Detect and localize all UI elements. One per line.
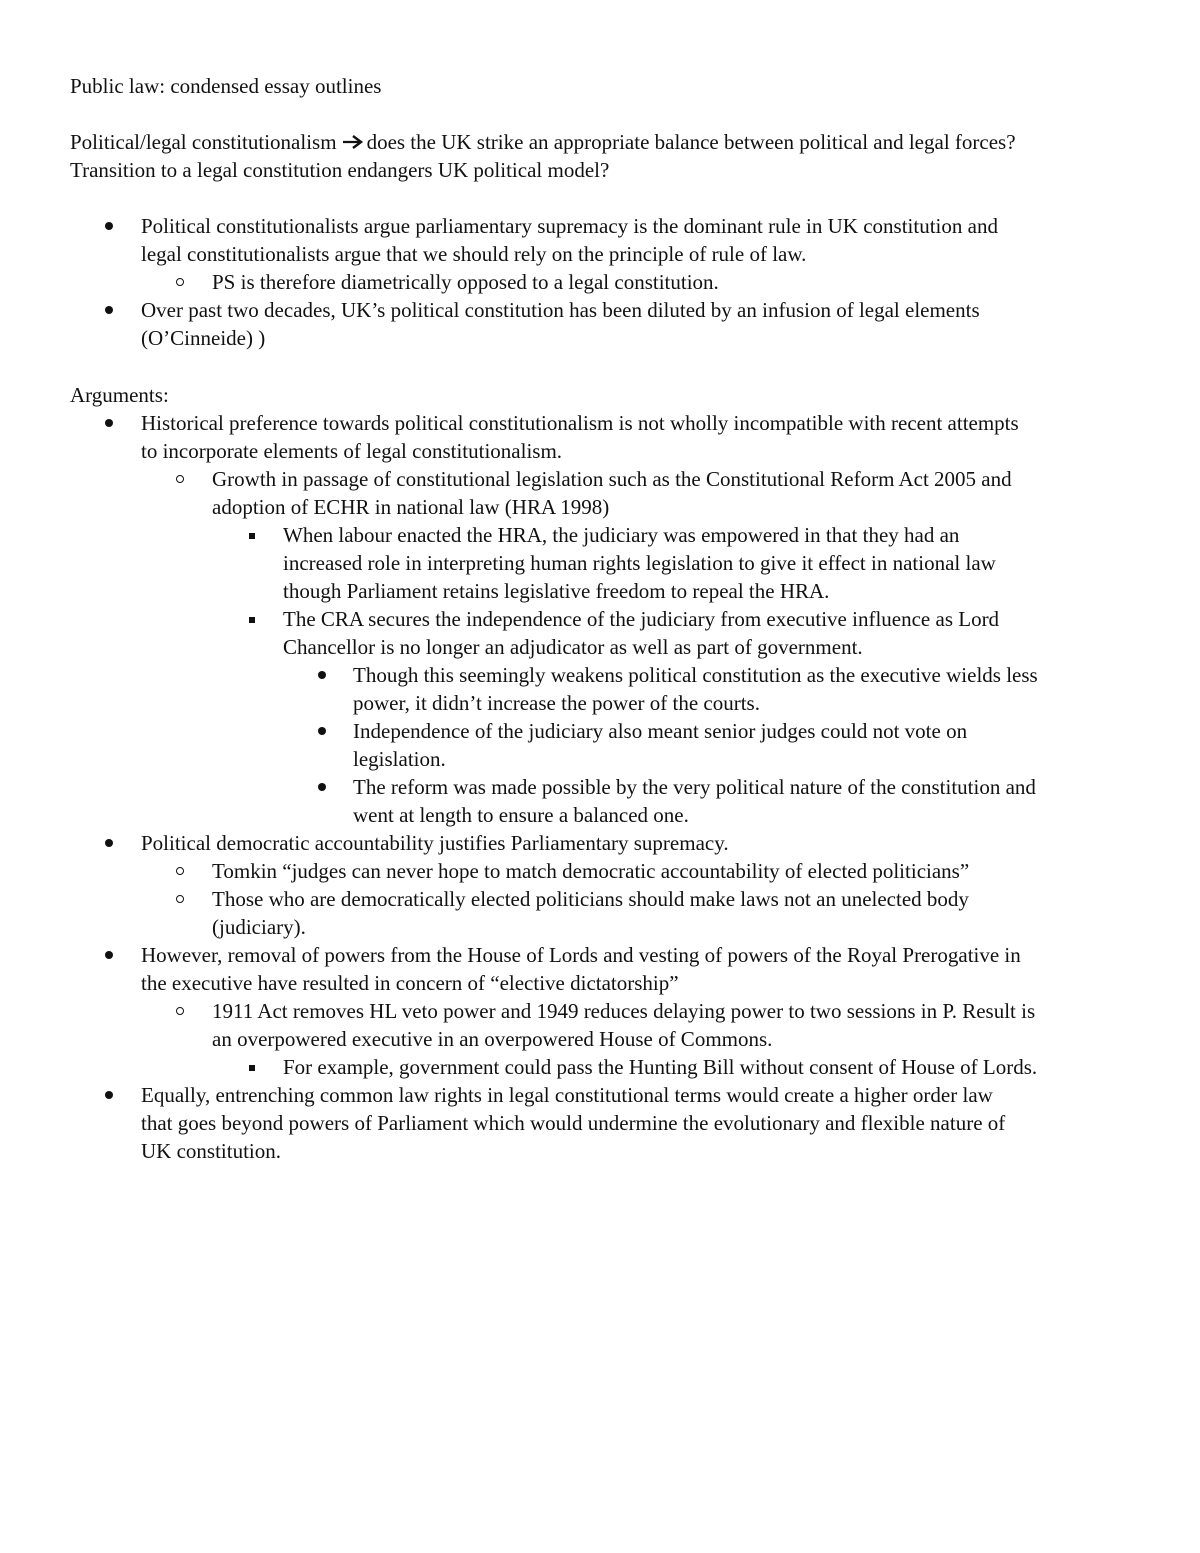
circle-bullet-icon: [176, 1007, 184, 1015]
argument-1-detail-1-line-1: Though this seemingly weakens political constitution as the executive wields less: [353, 663, 1038, 687]
argument-2-sub-2-line-1: Those who are democratically elected politicians should make laws not an unelected body: [212, 887, 969, 911]
overview-sub-bullet-1: PS is therefore diametrically opposed to a legal constitution.: [212, 270, 719, 294]
argument-1-point-2-line-2: Chancellor is no longer an adjudicator as well as part of government.: [283, 635, 863, 659]
argument-3-point-1: For example, government could pass the Hunting Bill without consent of House of Lords.: [283, 1055, 1038, 1079]
disc-bullet-icon: [105, 419, 113, 427]
argument-2-line-1: Political democratic accountability justifies Parliamentary supremacy.: [141, 831, 729, 855]
argument-3-line-1: However, removal of powers from the House of Lords and vesting of powers of the Royal Prerogative in: [141, 943, 1021, 967]
argument-1-sub-1-line-2: adoption of ECHR in national law (HRA 1998): [212, 495, 610, 519]
overview-bullet-1-line-1: Political constitutionalists argue parliamentary supremacy is the dominant rule in UK constitution and: [141, 214, 998, 238]
intro-line-1: [70, 128, 1016, 156]
disc-bullet-icon: [105, 839, 113, 847]
disc-bullet-icon: [105, 222, 113, 230]
overview-bullet-2-line-2: (O’Cinneide) ): [141, 326, 266, 350]
right-arrow-icon: [341, 134, 365, 150]
arguments-heading: Arguments:: [70, 383, 169, 407]
argument-4-line-3: UK constitution.: [141, 1139, 281, 1163]
intro-topic: Political/legal constitutionalism: [70, 130, 337, 154]
argument-1-sub-1-line-1: Growth in passage of constitutional legislation such as the Constitutional Reform Act 2005 and: [212, 467, 1012, 491]
argument-3-sub-1-line-1: 1911 Act removes HL veto power and 1949 reduces delaying power to two sessions in P. Result is: [212, 999, 1036, 1023]
circle-bullet-icon: [176, 278, 184, 286]
argument-1-point-1-line-1: When labour enacted the HRA, the judiciary was empowered in that they had an: [283, 523, 960, 547]
overview-bullet-1-line-2: legal constitutionalists argue that we should rely on the principle of rule of law.: [141, 242, 807, 266]
argument-1-line-2: to incorporate elements of legal constitutionalism.: [141, 439, 563, 463]
disc-bullet-icon: [318, 727, 326, 735]
disc-bullet-icon: [318, 671, 326, 679]
argument-1-detail-2-line-1: Independence of the judiciary also meant senior judges could not vote on: [353, 719, 968, 743]
circle-bullet-icon: [176, 867, 184, 875]
argument-4-line-1: Equally, entrenching common law rights in legal constitutional terms would create a higher order law: [141, 1083, 993, 1107]
intro-line-2: Transition to a legal constitution endangers UK political model?: [70, 158, 610, 182]
argument-1-point-2-line-1: The CRA secures the independence of the judiciary from executive influence as Lord: [283, 607, 1000, 631]
overview-bullet-2-line-1: Over past two decades, UK’s political constitution has been diluted by an infusion of legal elements: [141, 298, 980, 322]
argument-3-line-2: the executive have resulted in concern of “elective dictatorship”: [141, 971, 679, 995]
argument-1-point-1-line-3: though Parliament retains legislative freedom to repeal the HRA.: [283, 579, 830, 603]
intro-question: does the UK strike an appropriate balance between political and legal forces?: [366, 130, 1016, 154]
square-bullet-icon: [249, 617, 255, 623]
circle-bullet-icon: [176, 475, 184, 483]
argument-3-sub-1-line-2: an overpowered executive in an overpowered House of Commons.: [212, 1027, 773, 1051]
argument-1-line-1: Historical preference towards political constitutionalism is not wholly incompatible with recent attempts: [141, 411, 1019, 435]
disc-bullet-icon: [105, 951, 113, 959]
disc-bullet-icon: [105, 306, 113, 314]
argument-1-point-1-line-2: increased role in interpreting human rights legislation to give it effect in national law: [283, 551, 996, 575]
disc-bullet-icon: [105, 1091, 113, 1099]
argument-1-detail-3-line-1: The reform was made possible by the very political nature of the constitution and: [353, 775, 1036, 799]
square-bullet-icon: [249, 533, 255, 539]
argument-2-sub-1: Tomkin “judges can never hope to match democratic accountability of elected politicians”: [212, 859, 970, 883]
circle-bullet-icon: [176, 895, 184, 903]
square-bullet-icon: [249, 1065, 255, 1071]
argument-2-sub-2-line-2: (judiciary).: [212, 915, 306, 939]
document-title: Public law: condensed essay outlines: [70, 74, 382, 98]
disc-bullet-icon: [318, 783, 326, 791]
argument-4-line-2: that goes beyond powers of Parliament which would undermine the evolutionary and flexible nature of: [141, 1111, 1006, 1135]
argument-1-detail-3-line-2: went at length to ensure a balanced one.: [353, 803, 689, 827]
argument-1-detail-2-line-2: legislation.: [353, 747, 446, 771]
argument-1-detail-1-line-2: power, it didn’t increase the power of the courts.: [353, 691, 760, 715]
